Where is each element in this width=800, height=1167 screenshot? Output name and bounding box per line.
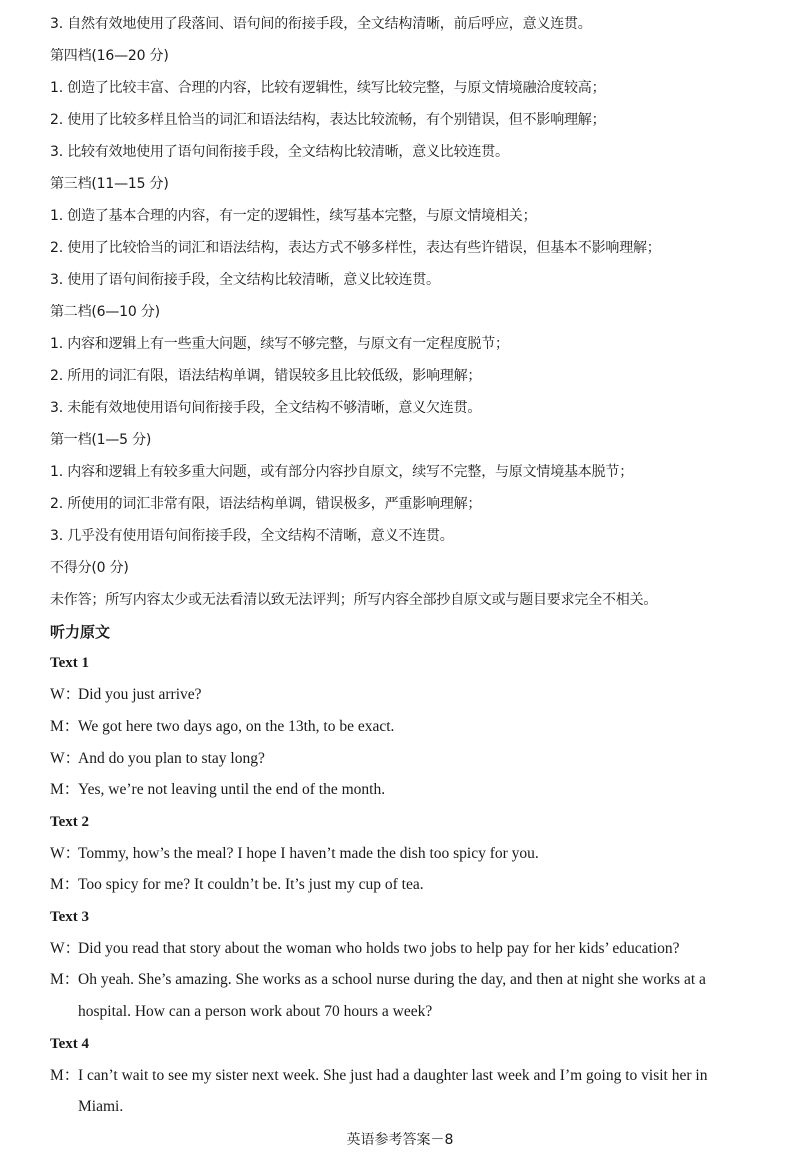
tier3-title: 第三档(11—15 分) xyxy=(50,176,169,192)
dialogue-text: Yes, we’re not leaving until the end of the month. xyxy=(78,781,386,798)
tier4-item-3: 3. 比较有效地使用了语句间衔接手段，全文结构比较清晰，意义比较连贯。 xyxy=(50,144,509,160)
dialogue-text: I can’t wait to see my sister next week. She just had a daughter last week and I’m going to visit her in xyxy=(78,1067,708,1084)
dialogue-line xyxy=(50,685,785,705)
dialogue-text: Did you just arrive? xyxy=(78,686,202,703)
text-label: Text 3 xyxy=(50,909,90,925)
dialogue-line xyxy=(50,749,785,769)
tier0-desc: 未作答；所写内容太少或无法看清以致无法评判；所写内容全部抄自原文或与题目要求完全不相关。 xyxy=(50,592,658,608)
speaker-label: W： xyxy=(50,845,81,862)
dialogue-text: Oh yeah. She’s amazing. She works as a school nurse during the day, and then at night she works at a xyxy=(78,971,706,988)
speaker-label: M： xyxy=(50,971,80,988)
text-label: Text 1 xyxy=(50,655,90,671)
dialogue-text: Tommy, how’s the meal? I hope I haven’t made the dish too spicy for you. xyxy=(78,845,539,862)
dialogue-line xyxy=(50,717,785,737)
tier5-item-3: 3. 自然有效地使用了段落间、语句间的衔接手段，全文结构清晰，前后呼应，意义连贯。 xyxy=(50,16,592,32)
dialogue-continuation: Miami. xyxy=(78,1098,124,1115)
dialogue-line xyxy=(50,875,785,895)
tier2-item-2: 2. 所用的词汇有限，语法结构单调，错误较多且比较低级，影响理解； xyxy=(50,368,482,384)
dialogue-line xyxy=(50,970,785,990)
dialogue-continuation: hospital. How can a person work about 70 hours a week? xyxy=(78,1003,433,1020)
page-footer: 英语参考答案－8 xyxy=(346,1132,454,1148)
dialogue-text: Did you read that story about the woman who holds two jobs to help pay for her kids’ education? xyxy=(78,940,680,957)
tier4-title: 第四档(16—20 分) xyxy=(50,48,169,64)
dialogue-text: And do you plan to stay long? xyxy=(78,750,265,767)
tier2-item-3: 3. 未能有效地使用语句间衔接手段，全文结构不够清晰，意义欠连贯。 xyxy=(50,400,482,416)
tier1-item-3: 3. 几乎没有使用语句间衔接手段，全文结构不清晰，意义不连贯。 xyxy=(50,528,454,544)
dialogue-text: Too spicy for me? It couldn’t be. It’s just my cup of tea. xyxy=(78,876,424,893)
text-label: Text 4 xyxy=(50,1036,90,1052)
transcript-heading: 听力原文 xyxy=(50,623,111,641)
speaker-label: M： xyxy=(50,781,80,798)
tier1-title: 第一档(1—5 分) xyxy=(50,432,152,448)
speaker-label: M： xyxy=(50,718,80,735)
speaker-label: W： xyxy=(50,940,81,957)
tier3-item-1: 1. 创造了基本合理的内容，有一定的逻辑性，续写基本完整，与原文情境相关； xyxy=(50,208,537,224)
dialogue-line xyxy=(50,1066,785,1086)
tier3-item-3: 3. 使用了语句间衔接手段，全文结构比较清晰，意义比较连贯。 xyxy=(50,272,440,288)
speaker-label: M： xyxy=(50,876,80,893)
tier4-item-1: 1. 创造了比较丰富、合理的内容，比较有逻辑性，续写比较完整，与原文情境融洽度较高； xyxy=(50,80,606,96)
tier1-item-1: 1. 内容和逻辑上有较多重大问题，或有部分内容抄自原文，续写不完整，与原文情境基本脱节； xyxy=(50,464,634,480)
tier4-item-2: 2. 使用了比较多样且恰当的词汇和语法结构，表达比较流畅，有个别错误，但不影响理解； xyxy=(50,112,606,128)
speaker-label: W： xyxy=(50,686,81,703)
dialogue-line xyxy=(50,780,785,800)
tier2-title: 第二档(6—10 分) xyxy=(50,304,160,320)
tier3-item-2: 2. 使用了比较恰当的词汇和语法结构，表达方式不够多样性，表达有些许错误，但基本不影响理解； xyxy=(50,240,661,256)
dialogue-text: We got here two days ago, on the 13th, to be exact. xyxy=(78,718,395,735)
dialogue-line xyxy=(50,844,785,864)
tier0-title: 不得分(0 分) xyxy=(50,560,129,576)
text-label: Text 2 xyxy=(50,814,90,830)
dialogue-line xyxy=(50,939,785,959)
speaker-label: W： xyxy=(50,750,81,767)
tier2-item-1: 1. 内容和逻辑上有一些重大问题，续写不够完整，与原文有一定程度脱节； xyxy=(50,336,509,352)
speaker-label: M： xyxy=(50,1067,80,1084)
tier1-item-2: 2. 所使用的词汇非常有限，语法结构单调，错误极多，严重影响理解； xyxy=(50,496,482,512)
